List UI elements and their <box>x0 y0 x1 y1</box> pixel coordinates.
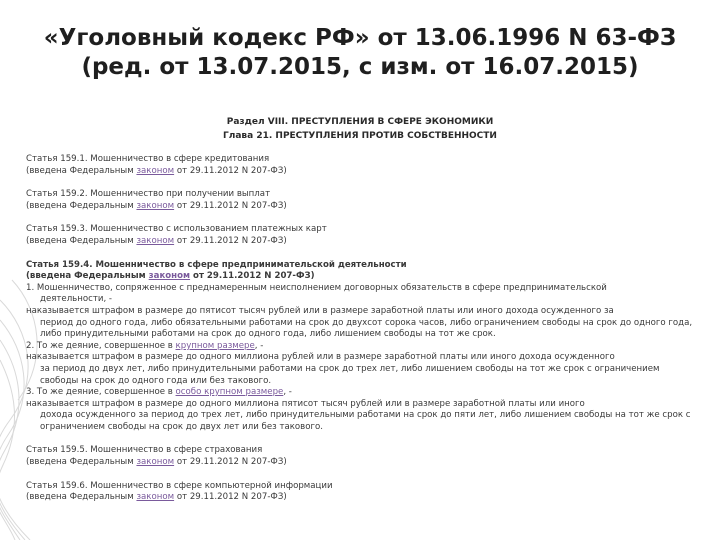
paragraph-1: 1. Мошенничество, сопряженное с преднамеренным неисполнением договорных обязательств в сфере предпринимательской деятельности, - <box>26 282 607 305</box>
article-title: Статья 159.1. Мошенничество в сфере кредитования <box>26 154 270 164</box>
article-159-6 <box>26 481 696 504</box>
article-intro: (введена Федеральным законом от 29.11.2012 N 207-ФЗ) <box>26 235 287 246</box>
article-159-4 <box>26 260 696 434</box>
article-159-1 <box>26 154 696 177</box>
article-intro: (введена Федеральным законом от 29.11.2012 N 207-ФЗ) <box>26 457 287 468</box>
article-title: Статья 159.6. Мошенничество в сфере компьютерной информации <box>26 480 333 491</box>
article-159-3 <box>26 224 696 247</box>
especially-large-amount-link[interactable]: особо крупном размере <box>175 387 284 398</box>
punishment-3: наказывается штрафом в размере до одного миллиона пятисот тысяч рублей или в размере заработной платы или иного дохода осужденного за период до трех лет, либо принудительными работами на срок до пяти лет, либо лишением свободы на тот же срок с ограничением свободы на срок до двух лет или без такового. <box>26 398 691 432</box>
paragraph-2: 2. То же деяние, совершенное в крупном размере, - <box>26 340 264 351</box>
article-title: Статья 159.5. Мошенничество в сфере страхования <box>26 445 263 456</box>
law-link[interactable]: законом <box>148 271 191 282</box>
document-title: «Уголовный кодекс РФ» от 13.06.1996 N 63-ФЗ (ред. от 13.07.2015, с изм. от 16.07.2015) <box>43 25 677 80</box>
law-link[interactable]: законом <box>136 165 175 176</box>
section-heading: Раздел VIII. ПРЕСТУПЛЕНИЯ В СФЕРЕ ЭКОНОМИКИ <box>226 117 494 127</box>
article-159-2 <box>26 189 696 212</box>
article-intro: (введена Федеральным законом от 29.11.2012 N 207-ФЗ) <box>26 492 287 503</box>
paragraph-3: 3. То же деяние, совершенное в особо крупном размере, - <box>26 387 292 398</box>
chapter-heading: Глава 21. ПРЕСТУПЛЕНИЯ ПРОТИВ СОБСТВЕННОСТИ <box>223 131 497 141</box>
law-link[interactable]: законом <box>136 492 175 503</box>
law-link[interactable]: законом <box>136 457 175 468</box>
article-intro: (введена Федеральным законом от 29.11.2012 N 207-ФЗ) <box>26 200 287 211</box>
article-title: Статья 159.4. Мошенничество в сфере предпринимательской деятельности <box>26 259 407 270</box>
article-intro: (введена Федеральным законом от 29.11.2012 N 207-ФЗ) <box>26 165 287 176</box>
punishment-1: наказывается штрафом в размере до пятисот тысяч рублей или в размере заработной платы или иного дохода осужденного за период до одного года, либо обязательными работами на срок до двухсот сорока часов, либо ограничением свободы на срок до одного года, либо принудительными работами на срок до одного года, либо лишением свободы на тот же срок. <box>26 305 693 340</box>
document-body <box>26 154 696 516</box>
article-title: Статья 159.2. Мошенничество при получении выплат <box>26 189 271 200</box>
law-link[interactable]: законом <box>136 200 175 211</box>
law-link[interactable]: законом <box>136 235 175 246</box>
article-159-5 <box>26 445 696 468</box>
punishment-2: наказывается штрафом в размере до одного миллиона рублей или в размере заработной платы или иного дохода осужденного за период до двух лет, либо принудительными работами на срок до трех лет, либо лишением свободы на тот же срок с ограничением свободы на срок до одного года или без такового. <box>26 352 660 386</box>
article-title: Статья 159.3. Мошенничество с использованием платежных карт <box>26 224 327 235</box>
large-amount-link[interactable]: крупном размере <box>175 340 255 351</box>
article-intro: (введена Федеральным законом от 29.11.2012 N 207-ФЗ) <box>26 271 315 282</box>
